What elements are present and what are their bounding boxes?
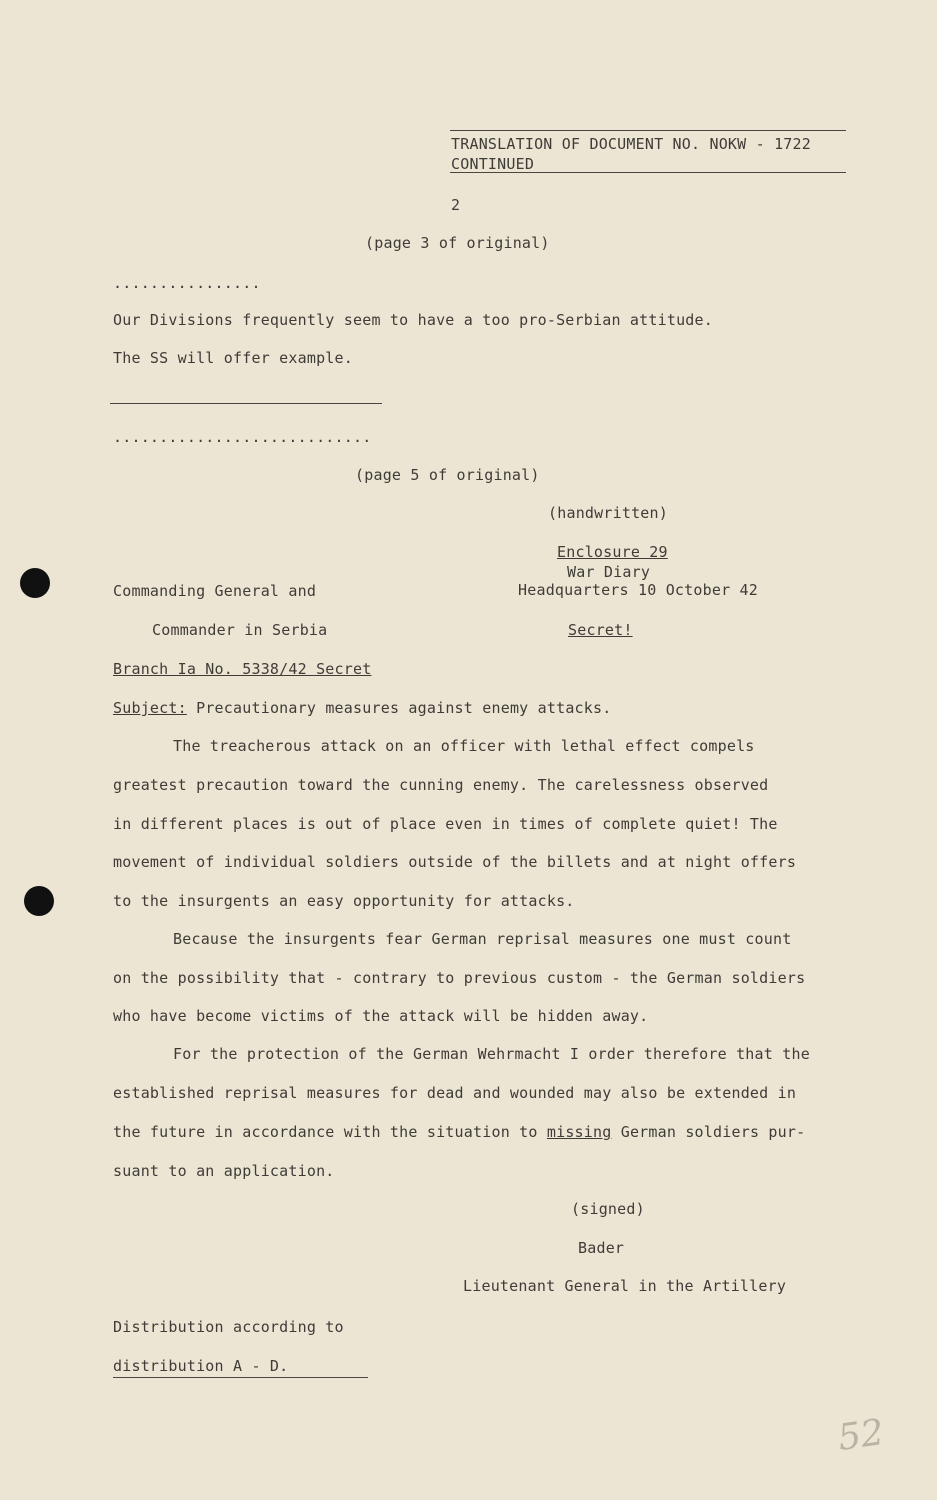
page-reference-5: (page 5 of original) — [355, 466, 540, 484]
body-line: For the protection of the German Wehrmacht I order therefore that the — [173, 1045, 810, 1063]
body-line: in different places is out of place even in times of complete quiet! The — [113, 815, 778, 833]
page-number: 2 — [451, 196, 461, 214]
signer-name: Bader — [578, 1239, 625, 1257]
document-title: TRANSLATION OF DOCUMENT NO. NOKW - 1722 — [451, 135, 811, 153]
subject-line — [113, 699, 611, 717]
body-line: greatest precaution toward the cunning enemy. The carelessness observed — [113, 776, 769, 794]
secret-label: Secret! — [568, 621, 633, 639]
sender-line: Commander in Serbia — [152, 621, 328, 639]
punch-hole-icon — [24, 886, 54, 916]
body-line: suant to an application. — [113, 1162, 335, 1180]
body-line: movement of individual soldiers outside of the billets and at night offers — [113, 853, 797, 871]
ellipsis-dots: ................ — [113, 274, 261, 292]
header-top-rule — [450, 130, 846, 131]
missing-word: missing — [546, 1123, 612, 1141]
distribution-line: Distribution according to — [113, 1318, 344, 1336]
paragraph-line: The SS will offer example. — [113, 349, 353, 367]
body-text: German soldiers pur- — [611, 1123, 806, 1141]
signer-rank: Lieutenant General in the Artillery — [463, 1277, 787, 1295]
body-text: the future in accordance with the situation to — [113, 1123, 547, 1141]
handwritten-note: (handwritten) — [548, 504, 668, 522]
branch-reference: Branch Ia No. 5338/42 Secret — [113, 660, 372, 678]
body-line: on the possibility that - contrary to previous custom - the German soldiers — [113, 969, 806, 987]
pencil-page-number: 52 — [835, 1412, 887, 1459]
punch-hole-icon — [20, 568, 50, 598]
distribution-line: distribution A - D. — [113, 1357, 289, 1375]
enclosure-label: Enclosure 29 — [557, 543, 668, 561]
document-title-continued: CONTINUED — [451, 155, 535, 173]
page-reference-3: (page 3 of original) — [365, 234, 550, 252]
ellipsis-dots: ............................ — [113, 428, 372, 446]
body-line: Because the insurgents fear German reprisal measures one must count — [173, 930, 792, 948]
body-line: who have become victims of the attack will be hidden away. — [113, 1007, 649, 1025]
header-bottom-rule — [450, 172, 846, 173]
paragraph-line: Our Divisions frequently seem to have a too pro-Serbian attitude. — [113, 311, 713, 329]
body-line: The treacherous attack on an officer with lethal effect compels — [173, 737, 755, 755]
body-line: established reprisal measures for dead and wounded may also be extended in — [113, 1084, 797, 1102]
war-diary-label: War Diary — [567, 563, 651, 581]
body-line — [113, 1123, 805, 1141]
subject-text: Precautionary measures against enemy attacks. — [196, 699, 612, 717]
signed-note: (signed) — [571, 1200, 645, 1218]
subject-label: Subject: — [113, 699, 187, 717]
distribution-underline — [113, 1377, 368, 1378]
sender-line: Commanding General and — [113, 582, 317, 600]
section-divider — [110, 403, 382, 404]
headquarters-date: Headquarters 10 October 42 — [518, 581, 758, 599]
body-line: to the insurgents an easy opportunity for attacks. — [113, 892, 575, 910]
